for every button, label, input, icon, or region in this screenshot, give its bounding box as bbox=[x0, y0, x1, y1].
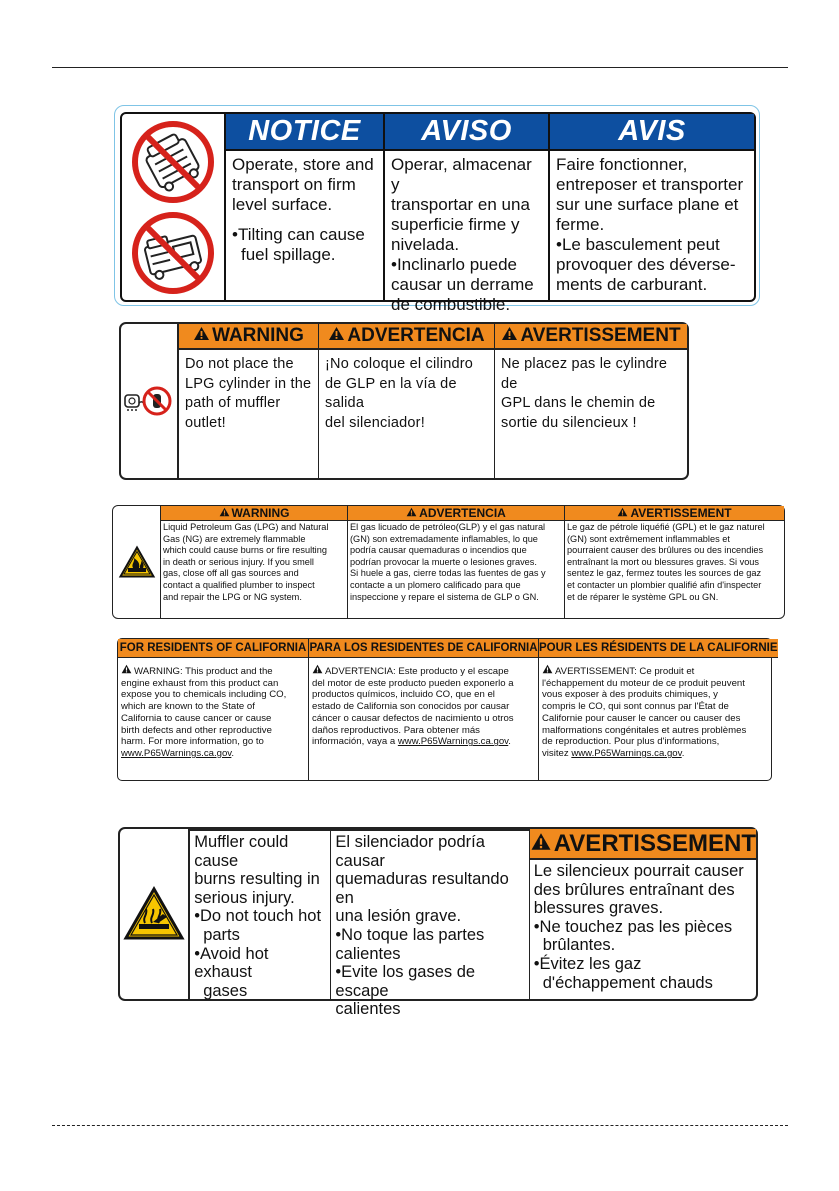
notice-bullet-line: fuel spillage. bbox=[241, 245, 336, 264]
gas-pictogram bbox=[113, 506, 161, 618]
alert-triangle-icon bbox=[406, 507, 417, 517]
gas-text-line: (GN) son extremadamente inflamables, lo que bbox=[350, 533, 538, 544]
lpg-text-line: path of muffler bbox=[185, 395, 281, 411]
advertencia-heading-text: ADVERTENCIA bbox=[347, 325, 485, 346]
lpg-text-line: Do not place the bbox=[185, 356, 294, 372]
lpg-text-line: outlet! bbox=[185, 414, 226, 431]
aviso-text-line: Operar, almacenar y bbox=[391, 155, 532, 194]
avertissement-heading bbox=[495, 324, 687, 350]
gas-text-line: et contacter un plombier qualifié afin d'inspecter bbox=[567, 579, 762, 590]
gas-text-line: et de réparer le système GPL ou GN. bbox=[567, 591, 719, 602]
muffler-text-line: Le silencieux pourrait causer bbox=[533, 862, 744, 880]
gas-text-line: Gas (NG) are extremely flammable bbox=[163, 533, 306, 544]
lpg-text-line: sortie du silencieux ! bbox=[501, 414, 637, 431]
avis-bullet-line: •Le basculement peut bbox=[556, 235, 720, 254]
california-text-line bbox=[121, 748, 305, 760]
footer-dashed-rule bbox=[52, 1125, 788, 1126]
notice-column-fr bbox=[550, 114, 754, 300]
california-column-en bbox=[118, 639, 309, 780]
gas-text-line: Le gaz de pétrole liquéfié (GPL) et le gaz naturel bbox=[567, 522, 765, 532]
california-text-line: harm. For more information, go to bbox=[121, 736, 264, 748]
gas-text-line: El gas licuado de petróleo(GLP) y el gas natural bbox=[350, 522, 546, 532]
lpg-text-line: GPL dans le chemin de bbox=[501, 395, 656, 411]
muffler-bullet-line: •Évitez les gaz bbox=[533, 954, 642, 973]
warning-heading bbox=[161, 506, 347, 521]
muffler-text-line: una lesión grave. bbox=[335, 907, 462, 926]
alert-triangle-icon bbox=[530, 832, 552, 851]
california-text-line bbox=[542, 748, 775, 760]
california-text-line bbox=[542, 664, 775, 678]
notice-heading: NOTICE bbox=[226, 114, 383, 151]
aviso-bullet-line: de combustible. bbox=[391, 295, 511, 314]
advertencia-heading bbox=[348, 506, 564, 521]
california-column-es bbox=[309, 639, 539, 780]
muffler-bullet-line: brûlantes. bbox=[542, 936, 616, 955]
gas-text-line: and repair the LPG or NG system. bbox=[163, 591, 302, 602]
california-text-line: birth defects and other reproductive bbox=[121, 724, 272, 736]
aviso-text-line: superficie firme y bbox=[391, 215, 520, 234]
alert-triangle-icon bbox=[617, 507, 628, 517]
header-rule bbox=[52, 67, 788, 68]
california-text-line: l'échappement du moteur de ce produit peuvent bbox=[542, 677, 745, 689]
alert-triangle-icon bbox=[501, 326, 518, 341]
aviso-bullet-line: •Inclinarlo puede bbox=[391, 255, 517, 274]
avertissement-heading-text: AVERTISSEMENT bbox=[630, 506, 732, 520]
california-warning-lead: WARNING: This product and the bbox=[134, 666, 273, 677]
california-warning-lead: ADVERTENCIA: Este producto y el escape bbox=[325, 666, 509, 677]
alert-triangle-icon bbox=[328, 326, 345, 341]
hot-muffler-label bbox=[118, 827, 758, 1019]
url-suffix: . bbox=[508, 736, 511, 748]
avertissement-heading-text: AVERTISSEMENT bbox=[520, 325, 681, 346]
muffler-bullet-line: •Avoid hot exhaust bbox=[194, 944, 269, 982]
avis-text-line: sur une surface plane et bbox=[556, 195, 739, 214]
california-text-line: vous exposer à des produits chimiques, y bbox=[542, 689, 718, 701]
muffler-text-line: El silenciador podría causar bbox=[335, 833, 485, 870]
california-text-line: California to cause cancer or cause bbox=[121, 712, 272, 724]
gas-text-line: podrían provocar la muerte o lesiones graves. bbox=[350, 556, 537, 567]
url-suffix: . bbox=[681, 747, 685, 759]
url-prefix: visitez bbox=[542, 747, 572, 759]
gas-text-line: sentez le gaz, fermez toutes les sources de gaz bbox=[567, 568, 762, 579]
california-text-line: malformations congénitales et autres problèmes bbox=[542, 724, 747, 736]
alert-triangle-icon bbox=[193, 326, 210, 341]
url-prefix: información, vaya a bbox=[312, 736, 398, 748]
avis-bullet-line: provoquer des déverse- bbox=[556, 255, 736, 274]
gas-text-line: contact a qualified plumber to inspect bbox=[163, 579, 315, 590]
gas-text-line: entraînant la mort ou blessures graves. Si vous bbox=[567, 556, 760, 567]
california-text-line: Californie pour causer le cancer ou causer des bbox=[542, 712, 741, 724]
muffler-bullet-line: calientes bbox=[335, 1000, 401, 1019]
gas-text-line: contacte a un plomero calificado para que bbox=[350, 579, 521, 590]
aviso-heading: AVISO bbox=[385, 114, 548, 151]
muffler-bullet-line: calientes bbox=[335, 944, 401, 963]
notice-column-es bbox=[385, 114, 550, 314]
p65-warnings-link[interactable]: www.P65Warnings.ca.gov bbox=[121, 747, 232, 759]
lpg-text-line: de GLP en la vía de salida bbox=[325, 375, 457, 411]
california-text-line: productos químicos, incluido CO, que en el bbox=[312, 689, 495, 701]
california-warning-lead: AVERTISSEMENT: Ce produit et bbox=[555, 666, 695, 677]
lpg-column-es bbox=[319, 324, 495, 478]
notice-text-line: Operate, store and bbox=[232, 155, 374, 174]
muffler-text-line: quemaduras resultando en bbox=[335, 870, 509, 907]
muffler-pictogram bbox=[120, 829, 190, 999]
california-heading: PARA LOS RESIDENTES DE CALIFORNIA bbox=[309, 639, 538, 658]
notice-bullet-line: •Tilting can cause bbox=[232, 225, 365, 244]
gas-text-line: pourraient causer des brûlures ou des incendies bbox=[567, 545, 764, 556]
california-text-line: del motor de este producto pueden exponerlo a bbox=[312, 677, 514, 689]
muffler-bullet-line: gases bbox=[203, 981, 248, 1000]
no-tilted-generator-icon bbox=[129, 120, 217, 204]
muffler-text-line: Muffler could cause bbox=[194, 833, 289, 870]
warning-heading-text: WARNING bbox=[231, 506, 290, 520]
avis-bullet-line: ments de carburant. bbox=[556, 275, 708, 294]
avertissement-heading bbox=[565, 506, 784, 521]
aviso-bullet-line: causar un derrame bbox=[391, 275, 534, 294]
gas-text-line: (GN) sont extrêmement inflammables et bbox=[567, 533, 730, 544]
notice-text-line: transport on firm bbox=[232, 175, 356, 194]
gas-text-line: in death or serious injury. If you smell bbox=[163, 556, 314, 567]
california-prop65-label bbox=[117, 638, 778, 781]
gas-text-line: gas, close off all gas sources and bbox=[163, 568, 299, 579]
warning-heading-text: WARNING bbox=[212, 325, 304, 346]
muffler-text-line: des brûlures entraînant des bbox=[533, 880, 735, 899]
alert-triangle-icon bbox=[219, 507, 230, 517]
lpg-column-en bbox=[179, 324, 319, 478]
california-text-line: compris le CO, qui sont connus par l'État de bbox=[542, 701, 729, 713]
notice-pictograms bbox=[122, 114, 226, 300]
california-text-line bbox=[312, 664, 535, 678]
advertencia-heading bbox=[319, 324, 494, 350]
p65-warnings-link[interactable]: www.P65Warnings.ca.gov bbox=[397, 736, 509, 748]
alert-triangle-icon bbox=[542, 664, 553, 674]
p65-warnings-link[interactable]: www.P65Warnings.ca.gov bbox=[571, 747, 682, 759]
gas-text-line: which could cause burns or fire resulting bbox=[163, 545, 327, 556]
notice-column-en bbox=[226, 114, 385, 300]
alert-triangle-icon bbox=[312, 664, 323, 674]
url-suffix: . bbox=[231, 747, 235, 759]
avis-text-line: entreposer et transporter bbox=[556, 175, 744, 194]
california-text-line: daños reproductivos. Para obtener más bbox=[312, 724, 480, 736]
notice-text-line: level surface. bbox=[232, 195, 333, 214]
gas-column-fr bbox=[565, 506, 784, 618]
california-text-line bbox=[312, 736, 535, 748]
lpg-pictogram bbox=[121, 324, 179, 478]
avis-heading: AVIS bbox=[550, 114, 754, 151]
muffler-bullet-line: •Do not touch hot bbox=[194, 907, 322, 926]
muffler-text-line: blessures graves. bbox=[533, 899, 664, 918]
california-text-line: cáncer o causar defectos de nacimiento u otros bbox=[312, 712, 514, 724]
muffler-bullet-line: •Evite los gases de escape bbox=[335, 963, 476, 1000]
muffler-bullet-line: parts bbox=[203, 925, 240, 944]
california-heading: POUR LES RÉSIDENTS DE LA CALIFORNIE bbox=[539, 639, 778, 658]
no-cylinder-near-muffler-icon bbox=[123, 381, 175, 421]
muffler-bullet-line: •Ne touchez pas les pièces bbox=[533, 917, 733, 936]
gas-column-en bbox=[161, 506, 348, 618]
muffler-text-line: burns resulting in bbox=[194, 870, 320, 889]
alert-triangle-icon bbox=[121, 664, 132, 674]
gas-text-line: Liquid Petroleum Gas (LPG) and Natural bbox=[163, 522, 329, 532]
muffler-bullet-line: •No toque las partes bbox=[335, 925, 485, 944]
california-text-line: estado de California son conocidos por causar bbox=[312, 701, 510, 713]
lpg-column-fr bbox=[495, 324, 687, 478]
muffler-bullet-line: d'échappement chauds bbox=[542, 973, 713, 992]
california-column-fr bbox=[539, 639, 778, 780]
flammable-hazard-icon bbox=[119, 546, 155, 578]
warning-heading bbox=[179, 324, 318, 350]
lpg-text-line: Ne placez pas le cylindre de bbox=[501, 356, 668, 392]
lpg-text-line: ¡No coloque el cilindro bbox=[325, 356, 474, 372]
gas-text-line: podría causar quemaduras o incendios que bbox=[350, 545, 527, 556]
lpg-text-line: del silenciador! bbox=[325, 414, 425, 431]
california-text-line: expose you to chemicals including CO, bbox=[121, 689, 287, 701]
california-text-line: which are known to the State of bbox=[121, 701, 255, 713]
advertencia-heading-text: ADVERTENCIA bbox=[419, 506, 506, 520]
lpg-text-line: LPG cylinder in the bbox=[185, 375, 312, 392]
california-text-line: engine exhaust from this product can bbox=[121, 677, 279, 689]
muffler-text-line: serious injury. bbox=[194, 888, 295, 907]
california-text-line: de reproduction. Pour plus d'informations, bbox=[542, 736, 720, 748]
avis-text-line: ferme. bbox=[556, 215, 605, 234]
muffler-column-fr bbox=[530, 829, 756, 999]
no-tipped-generator-icon bbox=[129, 211, 217, 295]
aviso-text-line: nivelada. bbox=[391, 235, 460, 254]
lpg-cylinder-label bbox=[119, 322, 689, 480]
avertissement-heading bbox=[530, 829, 756, 860]
notice-label bbox=[120, 112, 756, 314]
avis-text-line: Faire fonctionner, bbox=[556, 155, 688, 174]
flammable-gas-label bbox=[112, 505, 785, 619]
muffler-column-es bbox=[331, 829, 529, 1019]
avertissement-heading-text: AVERTISSEMENT bbox=[553, 830, 756, 857]
california-heading: FOR RESIDENTS OF CALIFORNIA bbox=[118, 639, 308, 658]
gas-column-es bbox=[348, 506, 565, 618]
california-text-line bbox=[121, 664, 305, 678]
gas-text-line: inspeccione y repare el sistema de GLP o GN. bbox=[350, 591, 539, 602]
muffler-column-en bbox=[190, 829, 331, 999]
hot-surface-hazard-icon bbox=[123, 886, 185, 942]
gas-text-line: Si huele a gas, cierre todas las fuentes de gas y bbox=[350, 568, 546, 579]
aviso-text-line: transportar en una bbox=[391, 195, 530, 214]
